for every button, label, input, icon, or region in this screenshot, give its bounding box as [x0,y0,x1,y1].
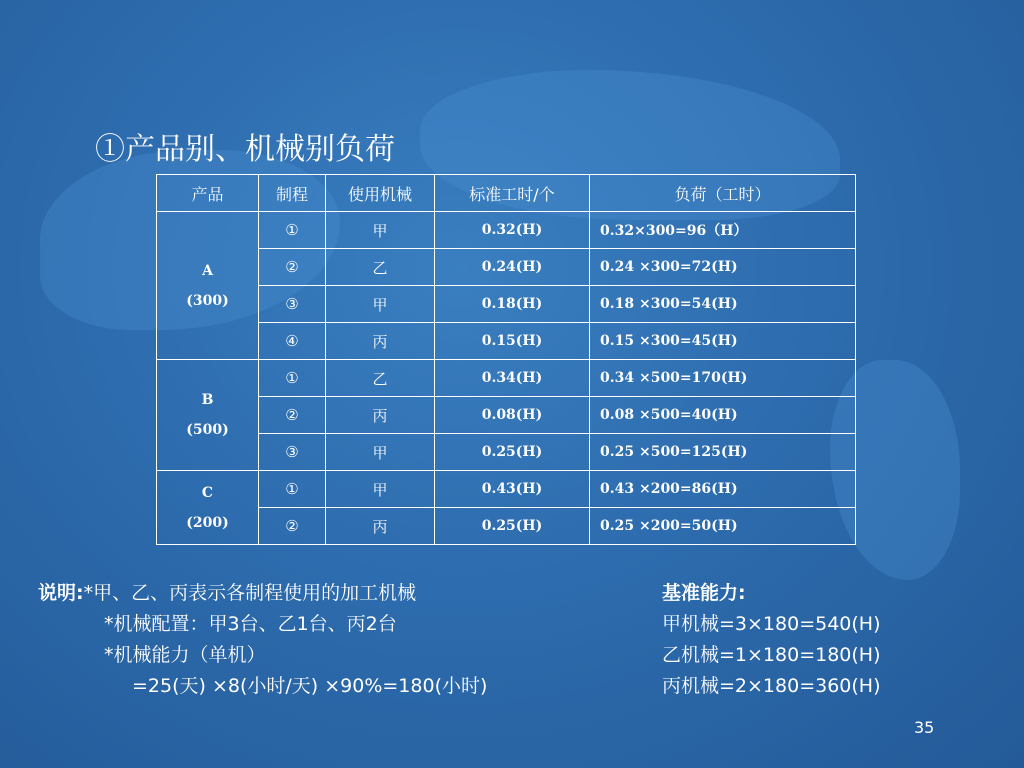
capacity-heading: 基准能力: [662,582,746,604]
machine-cell: 甲 [326,434,435,471]
load-cell: 0.25 ×500=125(H) [590,434,856,471]
table-row [157,249,856,286]
notes-line: *机械配置：甲3台、乙1台、丙2台 [104,613,397,635]
load-cell: 0.18 ×300=54(H) [590,286,856,323]
machine-cell: 甲 [326,212,435,249]
capacity-line: 乙机械=1×180=180(H) [662,644,881,666]
table-row [157,360,856,397]
product-name: B [201,392,214,408]
page-number: 35 [914,718,935,737]
table-row [157,434,856,471]
product-cell [157,360,259,471]
load-cell: 0.24 ×300=72(H) [590,249,856,286]
machine-cell: 乙 [326,249,435,286]
load-cell: 0.32×300=96（H） [590,212,856,249]
capacity-line: 甲机械=3×180=540(H) [662,613,881,635]
header-load: 负荷（工时） [590,175,856,212]
table-row [157,286,856,323]
product-cell [157,212,259,360]
standard-time-cell: 0.25(H) [435,508,590,545]
table-header-row [157,175,856,212]
table-row [157,471,856,508]
process-cell: ① [259,212,326,249]
table-row [157,397,856,434]
product-quantity: (500) [186,422,229,438]
product-name: A [202,262,213,279]
slide-title: ①产品别、机械别负荷 [95,132,395,167]
notes-label: 说明: [38,582,84,604]
standard-time-cell: 0.43(H) [435,471,590,508]
machine-cell: 丙 [326,323,435,360]
standard-time-cell: 0.15(H) [435,323,590,360]
capacity-line: 丙机械=2×180=360(H) [662,675,881,697]
notes [38,578,487,702]
product-quantity: (300) [186,292,229,309]
table-row [157,323,856,360]
product-cell [157,471,259,545]
standard-time-cell: 0.08(H) [435,397,590,434]
header-process: 制程 [259,175,326,212]
notes-line: *甲、乙、丙表示各制程使用的加工机械 [83,582,417,604]
standard-time-cell: 0.24(H) [435,249,590,286]
load-table [156,174,856,545]
product-name: C [201,484,214,501]
standard-time-cell: 0.32(H) [435,212,590,249]
process-cell: ① [259,360,326,397]
product-quantity: (200) [186,514,229,531]
machine-cell: 乙 [326,360,435,397]
load-cell: 0.34 ×500=170(H) [590,360,856,397]
machine-cell: 丙 [326,397,435,434]
process-cell: ② [259,249,326,286]
standard-time-cell: 0.34(H) [435,360,590,397]
machine-cell: 甲 [326,471,435,508]
load-cell: 0.25 ×200=50(H) [590,508,856,545]
standard-time-cell: 0.25(H) [435,434,590,471]
capacity-notes [662,578,881,702]
standard-time-cell: 0.18(H) [435,286,590,323]
notes-line: *机械能力（单机） [104,644,266,666]
table-row [157,508,856,545]
load-cell: 0.15 ×300=45(H) [590,323,856,360]
machine-cell: 甲 [326,286,435,323]
load-cell: 0.43 ×200=86(H) [590,471,856,508]
process-cell: ② [259,397,326,434]
header-product: 产品 [157,175,259,212]
process-cell: ① [259,471,326,508]
machine-cell: 丙 [326,508,435,545]
process-cell: ③ [259,434,326,471]
load-cell: 0.08 ×500=40(H) [590,397,856,434]
process-cell: ② [259,508,326,545]
process-cell: ④ [259,323,326,360]
notes-line: =25(天) ×8(小时/天) ×90%=180(小时) [132,675,488,697]
process-cell: ③ [259,286,326,323]
header-machine: 使用机械 [326,175,435,212]
header-standard-time: 标准工时/个 [435,175,590,212]
table-row [157,212,856,249]
